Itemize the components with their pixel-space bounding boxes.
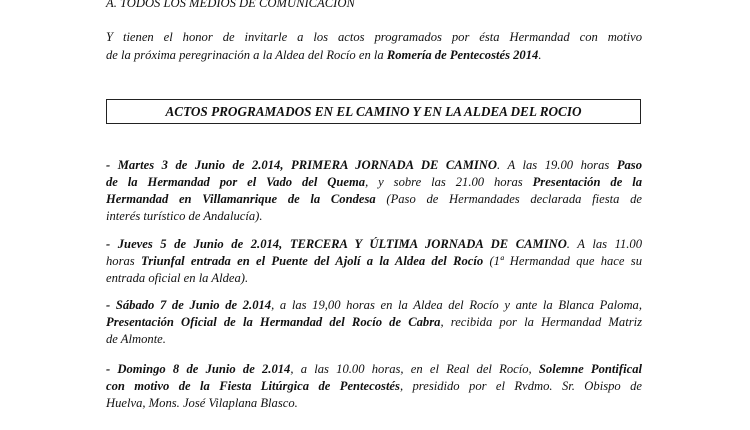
entry-line <box>106 157 642 174</box>
section-heading: ACTOS PROGRAMADOS EN EL CAMINO Y EN LA ALDEA DEL ROCIO <box>165 104 582 119</box>
entry-line <box>106 314 642 331</box>
entry-highlight: con motivo de la Fiesta Litúrgica de Pentecostés <box>106 379 400 393</box>
entry-highlight: Hermandad en Villamanrique de la Condesa <box>106 192 376 206</box>
intro-text-2a: de la próxima peregrinación a la Aldea del Rocío en la <box>106 48 387 62</box>
entry-sep: , <box>280 158 292 172</box>
entry-line <box>106 253 642 270</box>
entry-highlight: Paso <box>616 158 642 172</box>
entry-date: - Domingo 8 de Junio de 2.014 <box>106 362 291 376</box>
intro-line-1 <box>106 29 642 46</box>
entry-text: (1ª Hermandad que hace su <box>483 254 642 268</box>
entry-text: . A las 11.00 <box>566 237 642 251</box>
entry-line <box>106 361 642 378</box>
entry-highlight: Presentación de la <box>532 175 642 189</box>
event-title: Romería de Pentecostés 2014 <box>386 48 539 62</box>
entry-text: , a las 10.00 horas, en el Real del Rocío, <box>290 362 539 376</box>
entry-sep: , <box>279 237 290 251</box>
greeting-line: A. TODOS LOS MEDIOS DE COMUNICACION <box>106 0 355 10</box>
entry-text: , a las 19,00 horas en la Aldea del Rocío y ante la Blanca Paloma, <box>271 298 642 312</box>
entry-title: TERCERA Y ÚLTIMA JORNADA DE CAMINO <box>289 237 567 251</box>
entry-highlight: Triunfal entrada en el Puente del Ajolí a la Aldea del Rocío <box>141 254 484 268</box>
entry-line: Huelva, Mons. José Vilaplana Blasco. <box>106 396 298 410</box>
entry-line <box>106 236 642 253</box>
entry-highlight: Presentación Oficial de la Hermandad del Rocío de Cabra <box>106 315 441 329</box>
intro-text-2c: . <box>538 48 542 62</box>
entry-text: . A las 19.00 horas <box>497 158 617 172</box>
entry-line <box>106 378 642 395</box>
entry-line: interés turístico de Andalucía). <box>106 209 263 223</box>
intro-text-1: Y tienen el honor de invitarle a los actos programados por ésta Hermandad con motivo <box>106 30 642 44</box>
entry-title: PRIMERA JORNADA DE CAMINO <box>291 158 497 172</box>
entry-text: , y sobre las 21.00 horas <box>365 175 533 189</box>
entry-date: - Jueves 5 de Junio de 2.014 <box>106 237 280 251</box>
entry-highlight: de la Hermandad por el Vado del Quema <box>106 175 366 189</box>
entry-highlight: Solemne Pontifical <box>538 362 642 376</box>
entry-text: (Paso de Hermandades declarada fiesta de <box>375 192 642 206</box>
entry-line <box>106 297 642 314</box>
entry-line: entrada oficial en la Aldea). <box>106 271 249 285</box>
entry-text: , recibida por la Hermandad Matriz <box>440 315 642 329</box>
entry-line: de Almonte. <box>106 332 166 346</box>
entry-text: , presidido por el Rvdmo. Sr. Obispo de <box>399 379 642 393</box>
intro-line-2 <box>106 47 642 64</box>
entry-line <box>106 191 642 208</box>
entry-line <box>106 174 642 191</box>
entry-text: horas <box>106 254 141 268</box>
entry-date: - Martes 3 de Junio de 2.014 <box>106 158 281 172</box>
entry-date: - Sábado 7 de Junio de 2.014 <box>106 298 272 312</box>
